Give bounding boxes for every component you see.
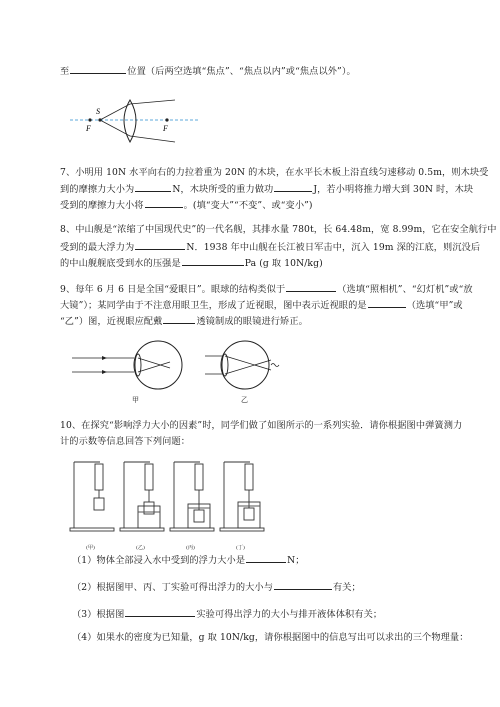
q8-text: 受到的最大浮力为 <box>60 242 135 253</box>
q9-line-1 <box>60 282 473 296</box>
q7-line-3 <box>60 198 313 212</box>
q10-text: 实验可得出浮力的大小与排开液体体积有关； <box>196 609 383 620</box>
q9-text: 9、每年 6 月 6 日是全国“爱眼日”。眼球的结构类似于 <box>60 284 286 295</box>
arrow-head <box>102 370 107 374</box>
answer-blank[interactable] <box>246 553 286 563</box>
stand-bing <box>170 462 214 531</box>
focus-right-point <box>165 118 168 121</box>
q10-text: N； <box>287 555 305 566</box>
label-S: S <box>96 107 100 116</box>
q-prev-text-a: 至 <box>60 66 70 77</box>
q7-text: 。(填“变大”“不变”、或“变小”) <box>183 200 313 211</box>
q-prev-text-b: 位置（后两空选填“焦点”、“焦点以内”或“焦点以外”）。 <box>127 66 356 77</box>
fig-caption-bing: (丙) <box>186 545 195 551</box>
answer-blank[interactable] <box>135 182 171 192</box>
stand-yi <box>120 462 164 531</box>
q10-text: 有关； <box>332 582 361 593</box>
ray-2-out <box>130 136 175 142</box>
q10-sub-2 <box>72 580 361 594</box>
eye-lens <box>222 354 228 376</box>
q9-text: 大镜”）；某同学由于不注意用眼卫生，形成了近视眼，图中表示近视眼的是 <box>60 300 367 311</box>
q10-text: （3）根据图 <box>72 609 125 620</box>
q7-text: N，木块所受的重力做功 <box>172 184 274 195</box>
caption-jia: 甲 <box>132 396 139 404</box>
label-F-right: F <box>163 124 168 133</box>
answer-blank[interactable] <box>286 282 336 292</box>
answer-blank[interactable] <box>274 182 312 192</box>
eye-diagram-jia <box>72 338 192 394</box>
answer-blank[interactable] <box>135 240 185 250</box>
answer-blank[interactable] <box>163 314 195 324</box>
refracted-ray <box>225 360 271 374</box>
ray-2 <box>100 120 130 136</box>
q9-text: 透镜制成的眼镜进行矫正。 <box>196 316 308 327</box>
arrow-head <box>102 356 107 360</box>
q7-line-2 <box>60 182 473 196</box>
answer-blank[interactable] <box>182 256 244 266</box>
q9-line-2 <box>60 298 463 312</box>
q9-text: “乙”）图，近视眼应配戴 <box>60 316 163 327</box>
q10-sub-4: （4）如果水的密度为已知量，g 取 10N/kg，请你根据图中的信息写出可以求出的三个物理量： <box>72 632 469 643</box>
fig-caption-ding: (丁) <box>236 545 245 551</box>
q8-text: Pa (g 取 10N/kg) <box>244 258 323 269</box>
refracted-ray <box>225 356 271 370</box>
answer-blank[interactable] <box>274 580 332 590</box>
q10-sub-1 <box>72 553 305 567</box>
q9-text: （选填“甲”或 <box>406 300 463 311</box>
stand-jia <box>70 462 114 531</box>
fig-caption-yi: (乙) <box>136 545 145 551</box>
source-point <box>98 118 101 121</box>
caption-yi: 乙 <box>241 396 248 404</box>
q10-line-1: 10、在探究“影响浮力大小的因素”时，同学们做了如图所示的一系列实验．请你根据图中弹簧测力 <box>60 420 463 431</box>
refracted-ray <box>138 358 170 368</box>
q9-text: （选填“照相机”、“幻灯机”或“放 <box>337 284 473 295</box>
q10-text: （1）物体全部浸入水中受到的浮力大小是 <box>72 555 246 566</box>
q8-text: 的中山舰舰底受到水的压强是 <box>60 258 181 269</box>
q9-line-3 <box>60 314 308 328</box>
answer-blank[interactable] <box>145 198 183 208</box>
label-F-left: F <box>86 124 91 133</box>
answer-blank[interactable] <box>125 607 195 617</box>
eye-diagram-yi <box>205 338 285 394</box>
q7-line-1: 7、小明用 10N 水平向右的力拉着重为 20N 的木块，在水平长木板上沿直线匀速移动 0.5m，则木块受 <box>60 167 489 178</box>
q8-line-2 <box>60 240 480 254</box>
answer-blank[interactable] <box>368 298 406 308</box>
q7-text: J，若小明将推力增大到 30N 时，木块 <box>313 184 474 195</box>
focus-squiggle <box>271 364 279 367</box>
q8-line-3 <box>60 256 323 270</box>
q8-line-1: 8、中山舰是“浓缩了中国现代史”的一代名舰，其排水量 780t，长 64.48m，宽 8.99m，它在安全航行中 <box>60 224 497 235</box>
q8-text: N．1938 年中山舰在长江被日军击中，沉入 19m 深的江底，则沉没后 <box>186 242 481 253</box>
answer-blank[interactable] <box>70 64 126 74</box>
fig-caption-jia: (甲) <box>86 545 95 551</box>
q10-sub-3 <box>72 607 382 621</box>
spring-scale-figure <box>68 458 278 540</box>
ray-1-out <box>130 100 175 104</box>
q-prev-line <box>60 64 356 78</box>
refracted-ray <box>138 362 170 372</box>
q7-text: 到的摩擦力大小为 <box>60 184 135 195</box>
q10-line-2: 计的示数等信息回答下列问题： <box>60 436 191 447</box>
eye-lens <box>135 354 141 376</box>
q10-text: （2）根据图甲、丙、丁实验可得出浮力的大小与 <box>72 582 273 593</box>
q7-text: 受到的摩擦力大小将 <box>60 200 144 211</box>
focus-left-point <box>88 118 91 121</box>
stand-ding <box>220 462 264 531</box>
convex-lens-diagram <box>70 98 200 148</box>
